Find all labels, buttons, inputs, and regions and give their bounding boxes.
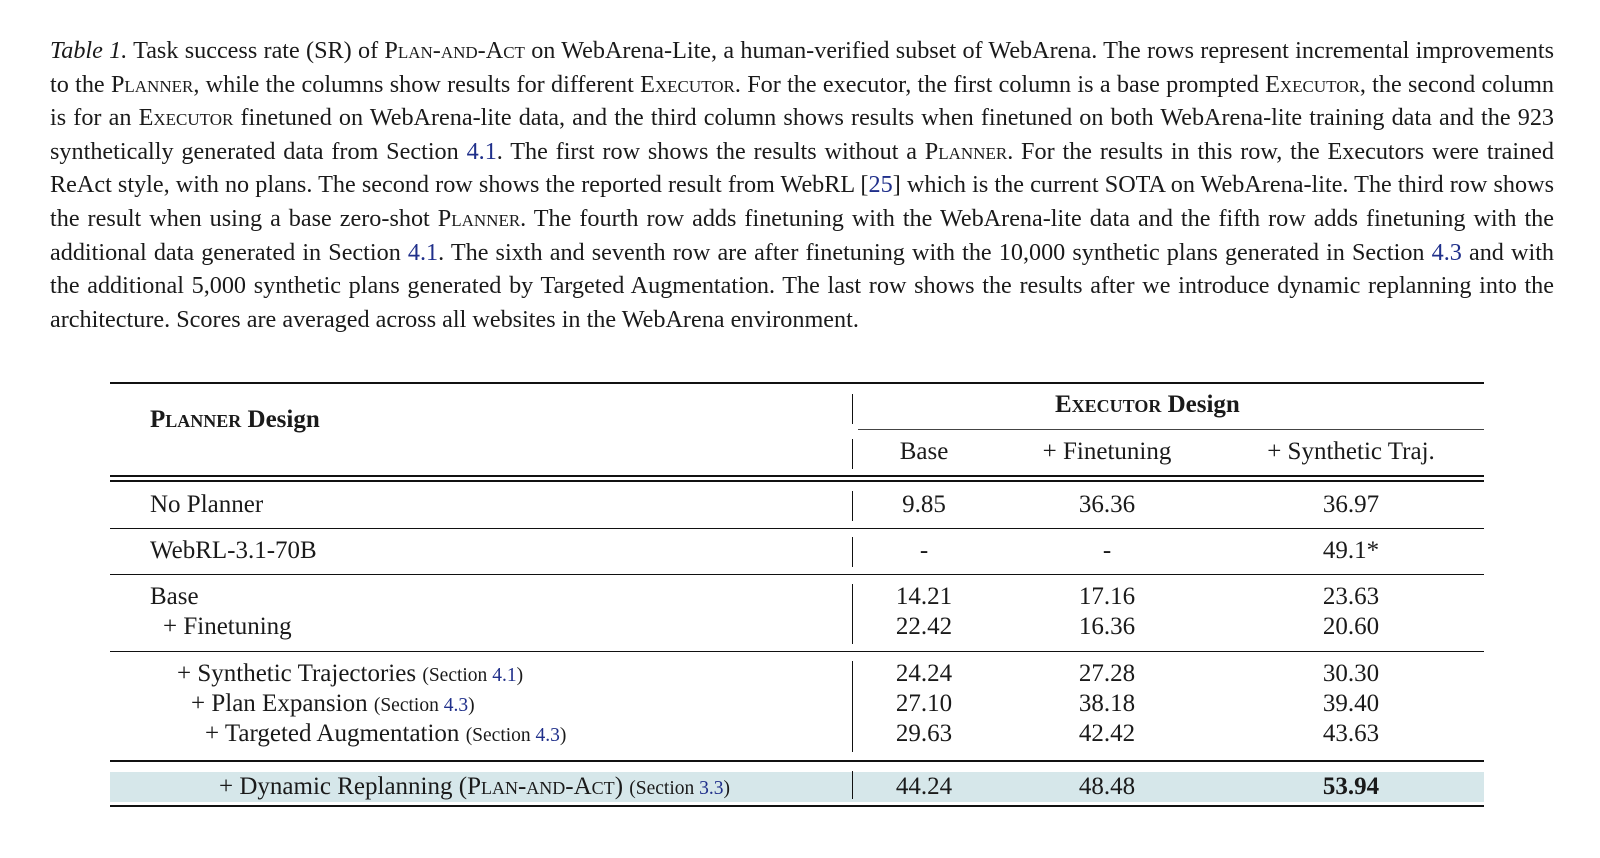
caption-text: . The fourth row adds finetuning with the WebArena-lite data and the fifth row adds finetuning with the additional data generated in Section <box>50 204 1554 266</box>
section-note-text: (Section <box>465 725 536 746</box>
row-label-base: Base <box>150 583 199 610</box>
row-label-text: + Synthetic Trajectories <box>177 660 417 687</box>
caption-smallcaps: Executor <box>1265 70 1360 98</box>
best-value-cell: 53.94 <box>1322 773 1380 800</box>
row-label-text: + Plan Expansion <box>191 690 368 717</box>
row-rule-4 <box>110 760 1484 762</box>
section-note-end: ) <box>559 725 567 746</box>
value-cell: 36.36 <box>1078 491 1136 518</box>
value-cell: 44.24 <box>895 773 953 800</box>
section-note <box>422 665 523 686</box>
caption-reference-link[interactable]: 4.3 <box>1431 238 1462 266</box>
value-cell: 43.63 <box>1322 720 1380 747</box>
value-cell: 49.1* <box>1322 537 1380 564</box>
caption-text: . For the results in this row, the Executors were trained ReAct style, with no plans. The second row shows the reported result from WebRL [ <box>50 137 1554 199</box>
caption-text: Task success rate (SR) of <box>127 37 385 64</box>
value-cell: - <box>1102 537 1112 564</box>
section-note-end: ) <box>516 665 524 686</box>
value-cell: 23.63 <box>1322 583 1380 610</box>
planner-header-rest: Design <box>241 406 320 433</box>
section-note-text: (Section <box>629 778 700 799</box>
caption-text: . For the executor, the first column is a base prompted <box>734 70 1266 98</box>
value-cell: - <box>919 537 929 564</box>
header-double-rule-2 <box>110 480 1484 482</box>
caption-text: . The first row shows the results without a <box>496 137 925 165</box>
caption-body <box>50 37 1554 333</box>
caption-reference-link[interactable]: 4.1 <box>407 238 439 266</box>
value-cell: 14.21 <box>895 583 953 610</box>
executor-header-sc: Executor <box>1055 391 1162 418</box>
column-header-base: Base <box>899 438 949 465</box>
row-label-targeted-augmentation <box>205 719 566 751</box>
value-cell: 27.28 <box>1078 660 1136 687</box>
value-cell: 42.42 <box>1078 720 1136 747</box>
caption-smallcaps: Planner <box>437 204 521 232</box>
caption-text: and with the additional 5,000 synthetic plans generated by Targeted Augmentation. The last row shows the results after we introduce dynamic replanning into the architecture. Scores are averaged across all websites in the WebArena environment. <box>50 238 1555 333</box>
value-cell: 30.30 <box>1322 660 1380 687</box>
value-cell: 16.36 <box>1078 613 1136 640</box>
caption-text: . The sixth and seventh row are after finetuning with the 10,000 synthetic plans generated in Section <box>438 238 1432 266</box>
row-label-plan-expansion <box>191 689 475 721</box>
row-label-text: + Dynamic Replanning ( <box>219 773 468 800</box>
caption-text: on WebArena-Lite, a human-verified subset of WebArena. The rows represent incremental improvements to the <box>50 37 1554 98</box>
section-note-text: (Section <box>373 695 444 716</box>
caption-label: Table 1. <box>50 37 128 64</box>
bottom-rule <box>110 805 1484 807</box>
row-label-synthetic-trajectories <box>177 659 523 691</box>
header-double-rule-1 <box>110 475 1484 477</box>
caption-text: finetuned on WebArena-lite data, and the third column shows results when finetuned on both WebArena-lite training data and the 923 synthetically generated data from Section <box>50 104 1555 165</box>
value-cell: 24.24 <box>895 660 953 687</box>
row-label-sc: Plan-and-Act <box>467 773 615 800</box>
value-cell: 20.60 <box>1322 613 1380 640</box>
row-label-no-planner: No Planner <box>150 491 264 518</box>
row-rule-1 <box>110 528 1484 529</box>
section-ref[interactable]: 4.1 <box>492 665 517 686</box>
caption-smallcaps: Planner <box>110 70 194 98</box>
caption-smallcaps: Executor <box>138 104 234 132</box>
planner-header-sc: Planner <box>150 406 242 433</box>
section-ref[interactable]: 3.3 <box>699 778 724 799</box>
caption-reference-link[interactable]: 4.1 <box>466 137 497 165</box>
row-rule-2 <box>110 574 1484 575</box>
section-note-text: (Section <box>422 665 493 686</box>
value-cell: 22.42 <box>895 613 953 640</box>
caption-reference-link[interactable]: 25 <box>868 171 893 199</box>
value-cell: 39.40 <box>1322 690 1380 717</box>
value-cell: 36.97 <box>1322 491 1380 518</box>
planner-design-header <box>150 405 320 435</box>
row-label-webrl: WebRL-3.1-70B <box>150 537 317 564</box>
row-label-end: ) <box>614 773 624 800</box>
value-cell: 48.48 <box>1078 773 1136 800</box>
section-ref[interactable]: 4.3 <box>535 725 560 746</box>
column-separator <box>852 394 853 424</box>
row-label-dynamic-replanning <box>219 772 730 804</box>
table-caption <box>50 34 1554 336</box>
column-header-synthetic: + Synthetic Traj. <box>1267 438 1435 465</box>
executor-header-rule <box>858 429 1484 430</box>
caption-text: ] which is the current SOTA on WebArena-lite. The third row shows the result when using a base zero-shot <box>50 171 1554 232</box>
executor-design-header <box>1055 390 1240 420</box>
section-note <box>629 778 730 799</box>
value-cell: 29.63 <box>895 720 953 747</box>
column-header-finetuning: + Finetuning <box>1042 438 1172 465</box>
row-label-finetuning: + Finetuning <box>163 613 292 640</box>
section-note-end: ) <box>723 778 730 799</box>
section-note <box>466 725 567 746</box>
caption-text: , while the columns show results for different <box>193 70 641 98</box>
section-note <box>374 695 475 716</box>
top-rule <box>110 382 1484 384</box>
caption-smallcaps: Plan-and-Act <box>384 37 525 64</box>
caption-smallcaps: Executor <box>640 70 735 98</box>
executor-header-rest: Design <box>1161 391 1240 418</box>
value-cell: 27.10 <box>895 690 953 717</box>
value-cell: 17.16 <box>1078 583 1136 610</box>
value-cell: 9.85 <box>902 491 946 518</box>
caption-smallcaps: Planner <box>924 137 1008 165</box>
value-cell: 38.18 <box>1078 690 1136 717</box>
row-rule-3 <box>110 651 1484 652</box>
caption-text: , the second column is for an <box>50 70 1555 132</box>
row-label-text: + Targeted Augmentation <box>205 720 460 747</box>
section-ref[interactable]: 4.3 <box>443 695 469 716</box>
section-note-end: ) <box>468 695 475 716</box>
